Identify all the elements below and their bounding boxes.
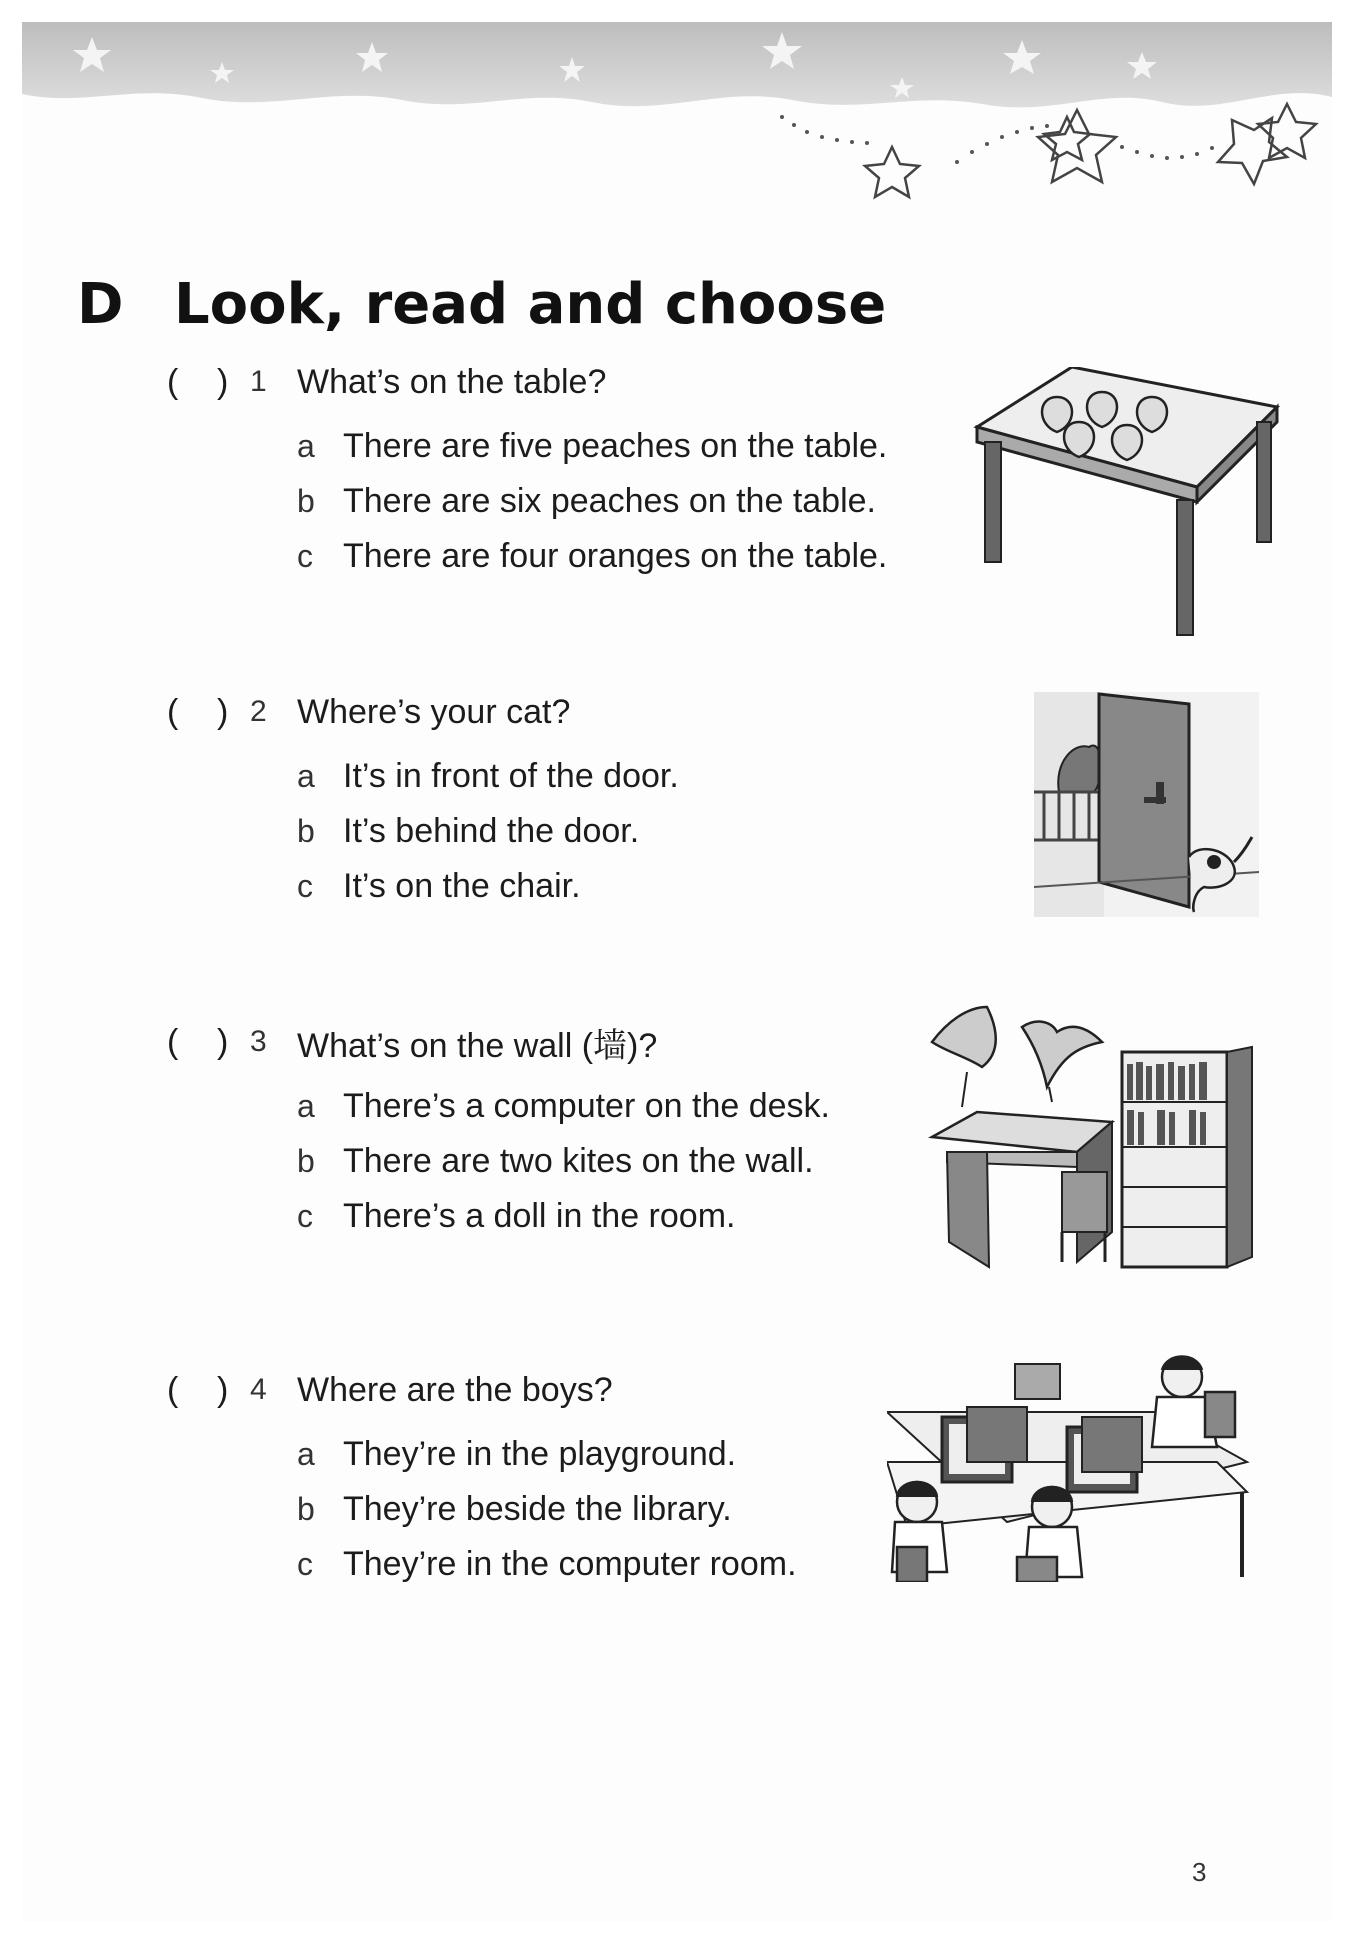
option-b: b There are six peaches on the table. [297, 482, 876, 520]
outline-star-icon [1038, 110, 1116, 182]
question-4 [167, 1365, 927, 1592]
option-c: c There’s a doll in the room. [297, 1197, 736, 1235]
option-a: a It’s in front of the door. [297, 757, 679, 795]
section-letter: D [77, 272, 124, 337]
question-text: What’s on the wall (墙)? [297, 1026, 658, 1065]
option-c: c There are four oranges on the table. [297, 537, 888, 575]
answer-blank[interactable]: ( ) [167, 362, 229, 401]
option-b: b They’re beside the library. [297, 1490, 732, 1528]
option-b: b It’s behind the door. [297, 812, 640, 850]
outline-star-icon [1218, 118, 1287, 184]
room-with-kites-illustration [927, 1002, 1272, 1277]
outline-star-icon [1258, 104, 1316, 158]
kite-icon [932, 1007, 1102, 1087]
question-text: Where are the boys? [297, 1370, 613, 1409]
option-c: c It’s on the chair. [297, 867, 581, 905]
answer-blank[interactable]: ( ) [167, 1370, 229, 1409]
section-title [77, 272, 886, 337]
section-heading: Look, read and choose [174, 272, 887, 337]
question-1 [167, 357, 927, 584]
page-number: 3 [1192, 1857, 1207, 1887]
question-3 [167, 1017, 927, 1244]
option-a: a They’re in the playground. [297, 1435, 737, 1473]
door-and-cat-illustration [1034, 692, 1259, 917]
question-2 [167, 687, 927, 914]
question-number: 4 [250, 1373, 267, 1406]
option-b: b There are two kites on the wall. [297, 1142, 814, 1180]
computer-room-illustration [887, 1352, 1277, 1582]
question-number: 3 [250, 1025, 267, 1058]
answer-blank[interactable]: ( ) [167, 692, 229, 731]
question-number: 2 [250, 695, 267, 728]
table-with-peaches-illustration [967, 367, 1287, 642]
star-banner [22, 22, 1332, 222]
worksheet-page [22, 22, 1332, 1922]
question-text: What’s on the table? [297, 362, 607, 401]
dotted-trail [780, 115, 1214, 164]
outline-star-icon [865, 147, 919, 197]
question-text: Where’s your cat? [297, 692, 571, 731]
option-a: a There are five peaches on the table. [297, 427, 888, 465]
question-number: 1 [250, 365, 267, 398]
option-a: a There’s a computer on the desk. [297, 1087, 830, 1125]
answer-blank[interactable]: ( ) [167, 1022, 229, 1061]
option-c: c They’re in the computer room. [297, 1545, 797, 1583]
